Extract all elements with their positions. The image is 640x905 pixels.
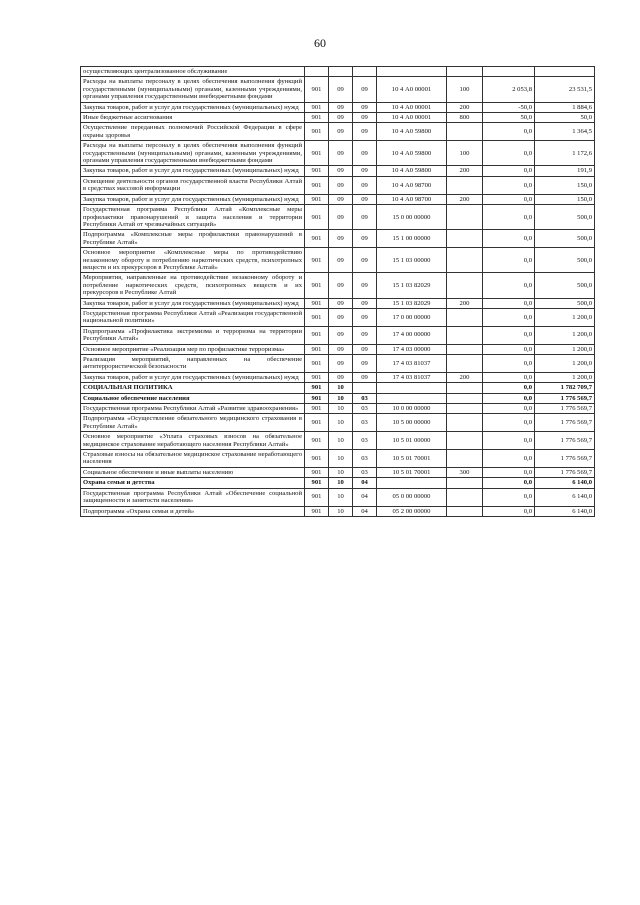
section-code-cell: 09 xyxy=(329,230,353,248)
change-amount-cell: 0,0 xyxy=(483,488,535,506)
subsection-code-cell: 09 xyxy=(353,176,377,194)
budget-table xyxy=(80,66,595,517)
ministry-code-cell: 901 xyxy=(305,141,329,166)
total-amount-cell: 1 776 569,7 xyxy=(535,432,595,450)
subsection-code-cell: 04 xyxy=(353,478,377,488)
target-article-cell: 15 1 03 82029 xyxy=(377,298,447,308)
target-article-cell xyxy=(377,67,447,77)
ministry-code-cell: 901 xyxy=(305,383,329,393)
expense-type-cell xyxy=(447,450,483,468)
section-code-cell: 09 xyxy=(329,355,353,373)
row-name-cell: Охрана семьи и детства xyxy=(81,478,305,488)
subsection-code-cell: 03 xyxy=(353,393,377,403)
total-amount-cell: 500,0 xyxy=(535,298,595,308)
subsection-code-cell: 09 xyxy=(353,248,377,273)
row-name-cell: Государственная программа Республики Алтай «Реализация государственной национальной политики» xyxy=(81,308,305,326)
target-article-cell xyxy=(377,478,447,488)
ministry-code-cell: 901 xyxy=(305,355,329,373)
subsection-code-cell: 03 xyxy=(353,404,377,414)
table-row xyxy=(81,432,595,450)
table-row xyxy=(81,450,595,468)
subsection-code-cell: 09 xyxy=(353,230,377,248)
target-article-cell: 17 4 03 81037 xyxy=(377,372,447,382)
target-article-cell: 17 4 00 00000 xyxy=(377,326,447,344)
expense-type-cell xyxy=(447,355,483,373)
row-name-cell: Закупка товаров, работ и услуг для государственных (муниципальных) нужд xyxy=(81,372,305,382)
expense-type-cell: 200 xyxy=(447,166,483,176)
row-name-cell: Государственная программа Республики Алтай «Обеспечение социальной защищенности и занятости населения» xyxy=(81,488,305,506)
total-amount-cell: 500,0 xyxy=(535,273,595,298)
section-code-cell: 09 xyxy=(329,102,353,112)
section-code-cell: 09 xyxy=(329,205,353,230)
page-number: 60 xyxy=(314,36,326,50)
section-code-cell: 10 xyxy=(329,478,353,488)
table-row xyxy=(81,344,595,354)
change-amount-cell: 0,0 xyxy=(483,414,535,432)
ministry-code-cell: 901 xyxy=(305,194,329,204)
ministry-code-cell: 901 xyxy=(305,326,329,344)
section-code-cell: 09 xyxy=(329,298,353,308)
table-row xyxy=(81,467,595,477)
expense-type-cell: 200 xyxy=(447,194,483,204)
row-name-cell: Подпрограмма «Охрана семьи и детей» xyxy=(81,506,305,516)
change-amount-cell: 0,0 xyxy=(483,248,535,273)
expense-type-cell xyxy=(447,308,483,326)
change-amount-cell: 0,0 xyxy=(483,326,535,344)
table-row xyxy=(81,67,595,77)
target-article-cell: 15 0 00 00000 xyxy=(377,205,447,230)
expense-type-cell xyxy=(447,248,483,273)
row-name-cell: Государственная программа Республики Алтай «Развитие здравоохранения» xyxy=(81,404,305,414)
ministry-code-cell: 901 xyxy=(305,166,329,176)
total-amount-cell: 6 140,0 xyxy=(535,506,595,516)
row-name-cell: Основное мероприятие «Уплата страховых взносов на обязательное медицинское страхование неработающего населения Республики Алтай» xyxy=(81,432,305,450)
row-name-cell: Закупка товаров, работ и услуг для государственных (муниципальных) нужд xyxy=(81,194,305,204)
change-amount-cell: 0,0 xyxy=(483,450,535,468)
expense-type-cell xyxy=(447,404,483,414)
section-code-cell: 10 xyxy=(329,393,353,403)
table-row xyxy=(81,308,595,326)
table-row xyxy=(81,372,595,382)
expense-type-cell: 800 xyxy=(447,113,483,123)
ministry-code-cell: 901 xyxy=(305,404,329,414)
table-row xyxy=(81,383,595,393)
row-name-cell: Подпрограмма «Осуществление обязательного медицинского страхования в Республике Алтай» xyxy=(81,414,305,432)
total-amount-cell: 1 364,5 xyxy=(535,123,595,141)
total-amount-cell: 50,0 xyxy=(535,113,595,123)
target-article-cell: 17 4 03 81037 xyxy=(377,355,447,373)
subsection-code-cell: 03 xyxy=(353,467,377,477)
section-code-cell xyxy=(329,67,353,77)
subsection-code-cell: 09 xyxy=(353,355,377,373)
total-amount-cell: 6 140,0 xyxy=(535,478,595,488)
ministry-code-cell: 901 xyxy=(305,432,329,450)
total-amount-cell: 150,0 xyxy=(535,176,595,194)
ministry-code-cell: 901 xyxy=(305,308,329,326)
table-row xyxy=(81,506,595,516)
section-code-cell: 09 xyxy=(329,176,353,194)
change-amount-cell: 0,0 xyxy=(483,166,535,176)
subsection-code-cell: 09 xyxy=(353,141,377,166)
subsection-code-cell: 03 xyxy=(353,432,377,450)
table-row xyxy=(81,102,595,112)
target-article-cell xyxy=(377,383,447,393)
ministry-code-cell: 901 xyxy=(305,344,329,354)
section-code-cell: 09 xyxy=(329,194,353,204)
row-name-cell: осуществляющих централизованное обслуживание xyxy=(81,67,305,77)
ministry-code-cell: 901 xyxy=(305,506,329,516)
row-name-cell: Освещение деятельности органов государственной власти Республики Алтай в средствах массовой информации xyxy=(81,176,305,194)
expense-type-cell: 200 xyxy=(447,372,483,382)
ministry-code-cell: 901 xyxy=(305,414,329,432)
expense-type-cell xyxy=(447,478,483,488)
total-amount-cell: 1 200,0 xyxy=(535,372,595,382)
section-code-cell: 09 xyxy=(329,123,353,141)
target-article-cell: 10 4 А0 00001 xyxy=(377,102,447,112)
section-code-cell: 09 xyxy=(329,372,353,382)
total-amount-cell xyxy=(535,67,595,77)
section-code-cell: 09 xyxy=(329,141,353,166)
change-amount-cell: 50,0 xyxy=(483,113,535,123)
ministry-code-cell: 901 xyxy=(305,393,329,403)
target-article-cell: 05 2 00 00000 xyxy=(377,506,447,516)
expense-type-cell: 200 xyxy=(447,102,483,112)
change-amount-cell: 0,0 xyxy=(483,230,535,248)
row-name-cell: Закупка товаров, работ и услуг для государственных (муниципальных) нужд xyxy=(81,298,305,308)
subsection-code-cell: 09 xyxy=(353,102,377,112)
total-amount-cell: 1 200,0 xyxy=(535,344,595,354)
ministry-code-cell: 901 xyxy=(305,450,329,468)
total-amount-cell: 191,9 xyxy=(535,166,595,176)
ministry-code-cell: 901 xyxy=(305,113,329,123)
change-amount-cell: 0,0 xyxy=(483,355,535,373)
target-article-cell: 10 4 А0 00001 xyxy=(377,77,447,102)
subsection-code-cell: 09 xyxy=(353,113,377,123)
table-row xyxy=(81,248,595,273)
ministry-code-cell: 901 xyxy=(305,273,329,298)
row-name-cell: Расходы на выплаты персоналу в целях обеспечения выполнения функций государственными (муниципальными) органами, казенными учреждениями, органами управления государственными внебюджетными фондами xyxy=(81,141,305,166)
change-amount-cell: 0,0 xyxy=(483,123,535,141)
subsection-code-cell: 09 xyxy=(353,273,377,298)
subsection-code-cell: 04 xyxy=(353,488,377,506)
ministry-code-cell: 901 xyxy=(305,176,329,194)
row-name-cell: Подпрограмма «Комплексные меры профилактики правонарушений в Республике Алтай» xyxy=(81,230,305,248)
change-amount-cell: 0,0 xyxy=(483,141,535,166)
row-name-cell: Реализация мероприятий, направленных на обеспечение антитеррористической безопасности xyxy=(81,355,305,373)
target-article-cell: 10 0 00 00000 xyxy=(377,404,447,414)
total-amount-cell: 1 776 569,7 xyxy=(535,467,595,477)
total-amount-cell: 6 140,0 xyxy=(535,488,595,506)
table-row xyxy=(81,141,595,166)
change-amount-cell: 0,0 xyxy=(483,298,535,308)
change-amount-cell: 0,0 xyxy=(483,506,535,516)
subsection-code-cell: 03 xyxy=(353,414,377,432)
total-amount-cell: 1 172,6 xyxy=(535,141,595,166)
row-name-cell: Социальное обеспечение населения xyxy=(81,393,305,403)
section-code-cell: 09 xyxy=(329,308,353,326)
subsection-code-cell: 09 xyxy=(353,123,377,141)
target-article-cell: 10 5 00 00000 xyxy=(377,414,447,432)
row-name-cell: Закупка товаров, работ и услуг для государственных (муниципальных) нужд xyxy=(81,166,305,176)
table-row xyxy=(81,298,595,308)
table-row xyxy=(81,205,595,230)
target-article-cell: 10 4 А0 59800 xyxy=(377,166,447,176)
section-code-cell: 09 xyxy=(329,344,353,354)
target-article-cell: 10 5 01 70001 xyxy=(377,450,447,468)
subsection-code-cell: 09 xyxy=(353,326,377,344)
ministry-code-cell: 901 xyxy=(305,372,329,382)
total-amount-cell: 1 776 569,7 xyxy=(535,393,595,403)
ministry-code-cell: 901 xyxy=(305,205,329,230)
table-row xyxy=(81,194,595,204)
table-row xyxy=(81,478,595,488)
target-article-cell: 15 1 03 00000 xyxy=(377,248,447,273)
row-name-cell: Осуществление переданных полномочий Российской Федерации в сфере охраны здоровья xyxy=(81,123,305,141)
change-amount-cell: 0,0 xyxy=(483,273,535,298)
total-amount-cell: 1 776 569,7 xyxy=(535,450,595,468)
change-amount-cell: 0,0 xyxy=(483,205,535,230)
target-article-cell: 10 4 А0 98700 xyxy=(377,194,447,204)
subsection-code-cell: 09 xyxy=(353,298,377,308)
total-amount-cell: 150,0 xyxy=(535,194,595,204)
section-code-cell: 10 xyxy=(329,383,353,393)
subsection-code-cell xyxy=(353,383,377,393)
expense-type-cell: 200 xyxy=(447,298,483,308)
target-article-cell: 10 5 01 00000 xyxy=(377,432,447,450)
row-name-cell: Мероприятия, направленные на противодействие незаконному обороту и потребление наркотических средств, психотропных веществ и их прекурсоров в Республике Алтай xyxy=(81,273,305,298)
expense-type-cell xyxy=(447,506,483,516)
row-name-cell: Государственная программа Республики Алтай «Комплексные меры профилактики правонарушений и защита населения и территории Республики Алтай от чрезвычайных ситуаций» xyxy=(81,205,305,230)
table-row xyxy=(81,176,595,194)
table-row xyxy=(81,123,595,141)
ministry-code-cell: 901 xyxy=(305,488,329,506)
ministry-code-cell xyxy=(305,67,329,77)
change-amount-cell: 0,0 xyxy=(483,344,535,354)
target-article-cell xyxy=(377,393,447,403)
change-amount-cell: 0,0 xyxy=(483,404,535,414)
section-code-cell: 09 xyxy=(329,248,353,273)
row-name-cell: Основное мероприятие «Комплексные меры по противодействию незаконному обороту и потреблению наркотических средств, психотропных веществ и их прекурсоров в Республике Алтай» xyxy=(81,248,305,273)
target-article-cell: 10 4 А0 59800 xyxy=(377,123,447,141)
change-amount-cell: 0,0 xyxy=(483,194,535,204)
change-amount-cell: 0,0 xyxy=(483,467,535,477)
change-amount-cell: -50,0 xyxy=(483,102,535,112)
table-body xyxy=(81,67,595,517)
target-article-cell: 10 5 01 70001 xyxy=(377,467,447,477)
section-code-cell: 09 xyxy=(329,273,353,298)
subsection-code-cell: 04 xyxy=(353,506,377,516)
target-article-cell: 17 0 00 00000 xyxy=(377,308,447,326)
target-article-cell: 15 1 00 00000 xyxy=(377,230,447,248)
expense-type-cell xyxy=(447,67,483,77)
row-name-cell: СОЦИАЛЬНАЯ ПОЛИТИКА xyxy=(81,383,305,393)
table-row xyxy=(81,230,595,248)
expense-type-cell xyxy=(447,414,483,432)
table-row xyxy=(81,326,595,344)
expense-type-cell xyxy=(447,176,483,194)
target-article-cell: 17 4 03 00000 xyxy=(377,344,447,354)
row-name-cell: Социальное обеспечение и иные выплаты населению xyxy=(81,467,305,477)
table-row xyxy=(81,414,595,432)
subsection-code-cell: 09 xyxy=(353,194,377,204)
table-row xyxy=(81,488,595,506)
expense-type-cell xyxy=(447,123,483,141)
total-amount-cell: 1 200,0 xyxy=(535,355,595,373)
table-row xyxy=(81,393,595,403)
expense-type-cell xyxy=(447,344,483,354)
total-amount-cell: 1 782 709,7 xyxy=(535,383,595,393)
section-code-cell: 10 xyxy=(329,488,353,506)
change-amount-cell xyxy=(483,67,535,77)
total-amount-cell: 500,0 xyxy=(535,248,595,273)
section-code-cell: 10 xyxy=(329,432,353,450)
table-row xyxy=(81,166,595,176)
target-article-cell: 10 4 А0 59800 xyxy=(377,141,447,166)
total-amount-cell: 1 884,6 xyxy=(535,102,595,112)
table-row xyxy=(81,273,595,298)
total-amount-cell: 1 200,0 xyxy=(535,308,595,326)
row-name-cell: Основное мероприятие «Реализация мер по профилактике терроризма» xyxy=(81,344,305,354)
subsection-code-cell: 09 xyxy=(353,372,377,382)
expense-type-cell xyxy=(447,326,483,344)
section-code-cell: 09 xyxy=(329,113,353,123)
target-article-cell: 05 0 00 00000 xyxy=(377,488,447,506)
table-row xyxy=(81,77,595,102)
expense-type-cell: 100 xyxy=(447,141,483,166)
ministry-code-cell: 901 xyxy=(305,230,329,248)
total-amount-cell: 1 776 569,7 xyxy=(535,414,595,432)
ministry-code-cell: 901 xyxy=(305,102,329,112)
subsection-code-cell: 09 xyxy=(353,344,377,354)
ministry-code-cell: 901 xyxy=(305,248,329,273)
total-amount-cell: 1 776 569,7 xyxy=(535,404,595,414)
change-amount-cell: 0,0 xyxy=(483,432,535,450)
expense-type-cell xyxy=(447,432,483,450)
expense-type-cell xyxy=(447,230,483,248)
row-name-cell: Закупка товаров, работ и услуг для государственных (муниципальных) нужд xyxy=(81,102,305,112)
total-amount-cell: 500,0 xyxy=(535,230,595,248)
total-amount-cell: 1 200,0 xyxy=(535,326,595,344)
ministry-code-cell: 901 xyxy=(305,478,329,488)
section-code-cell: 10 xyxy=(329,506,353,516)
change-amount-cell: 0,0 xyxy=(483,308,535,326)
ministry-code-cell: 901 xyxy=(305,123,329,141)
subsection-code-cell: 09 xyxy=(353,308,377,326)
change-amount-cell: 2 053,8 xyxy=(483,77,535,102)
ministry-code-cell: 901 xyxy=(305,298,329,308)
expense-type-cell xyxy=(447,383,483,393)
section-code-cell: 09 xyxy=(329,326,353,344)
target-article-cell: 15 1 03 82029 xyxy=(377,273,447,298)
target-article-cell: 10 4 А0 00001 xyxy=(377,113,447,123)
total-amount-cell: 23 531,5 xyxy=(535,77,595,102)
section-code-cell: 09 xyxy=(329,77,353,102)
change-amount-cell: 0,0 xyxy=(483,383,535,393)
subsection-code-cell: 09 xyxy=(353,166,377,176)
change-amount-cell: 0,0 xyxy=(483,393,535,403)
subsection-code-cell xyxy=(353,67,377,77)
change-amount-cell: 0,0 xyxy=(483,176,535,194)
change-amount-cell: 0,0 xyxy=(483,478,535,488)
table-row xyxy=(81,355,595,373)
table-row xyxy=(81,404,595,414)
subsection-code-cell: 09 xyxy=(353,77,377,102)
expense-type-cell: 100 xyxy=(447,77,483,102)
section-code-cell: 10 xyxy=(329,414,353,432)
row-name-cell: Страховые взносы на обязательное медицинское страхование неработающего населения xyxy=(81,450,305,468)
change-amount-cell: 0,0 xyxy=(483,372,535,382)
expense-type-cell xyxy=(447,205,483,230)
target-article-cell: 10 4 А0 98700 xyxy=(377,176,447,194)
row-name-cell: Иные бюджетные ассигнования xyxy=(81,113,305,123)
subsection-code-cell: 09 xyxy=(353,205,377,230)
row-name-cell: Подпрограмма «Профилактика экстремизма и терроризма на территории Республики Алтай» xyxy=(81,326,305,344)
row-name-cell: Расходы на выплаты персоналу в целях обеспечения выполнения функций государственными (муниципальными) органами, казенными учреждениями, органами управления государственными внебюджетными фондами xyxy=(81,77,305,102)
section-code-cell: 10 xyxy=(329,467,353,477)
ministry-code-cell: 901 xyxy=(305,467,329,477)
section-code-cell: 10 xyxy=(329,450,353,468)
table-row xyxy=(81,113,595,123)
subsection-code-cell: 03 xyxy=(353,450,377,468)
section-code-cell: 10 xyxy=(329,404,353,414)
expense-type-cell xyxy=(447,273,483,298)
ministry-code-cell: 901 xyxy=(305,77,329,102)
expense-type-cell xyxy=(447,488,483,506)
expense-type-cell xyxy=(447,393,483,403)
expense-type-cell: 300 xyxy=(447,467,483,477)
section-code-cell: 09 xyxy=(329,166,353,176)
total-amount-cell: 500,0 xyxy=(535,205,595,230)
